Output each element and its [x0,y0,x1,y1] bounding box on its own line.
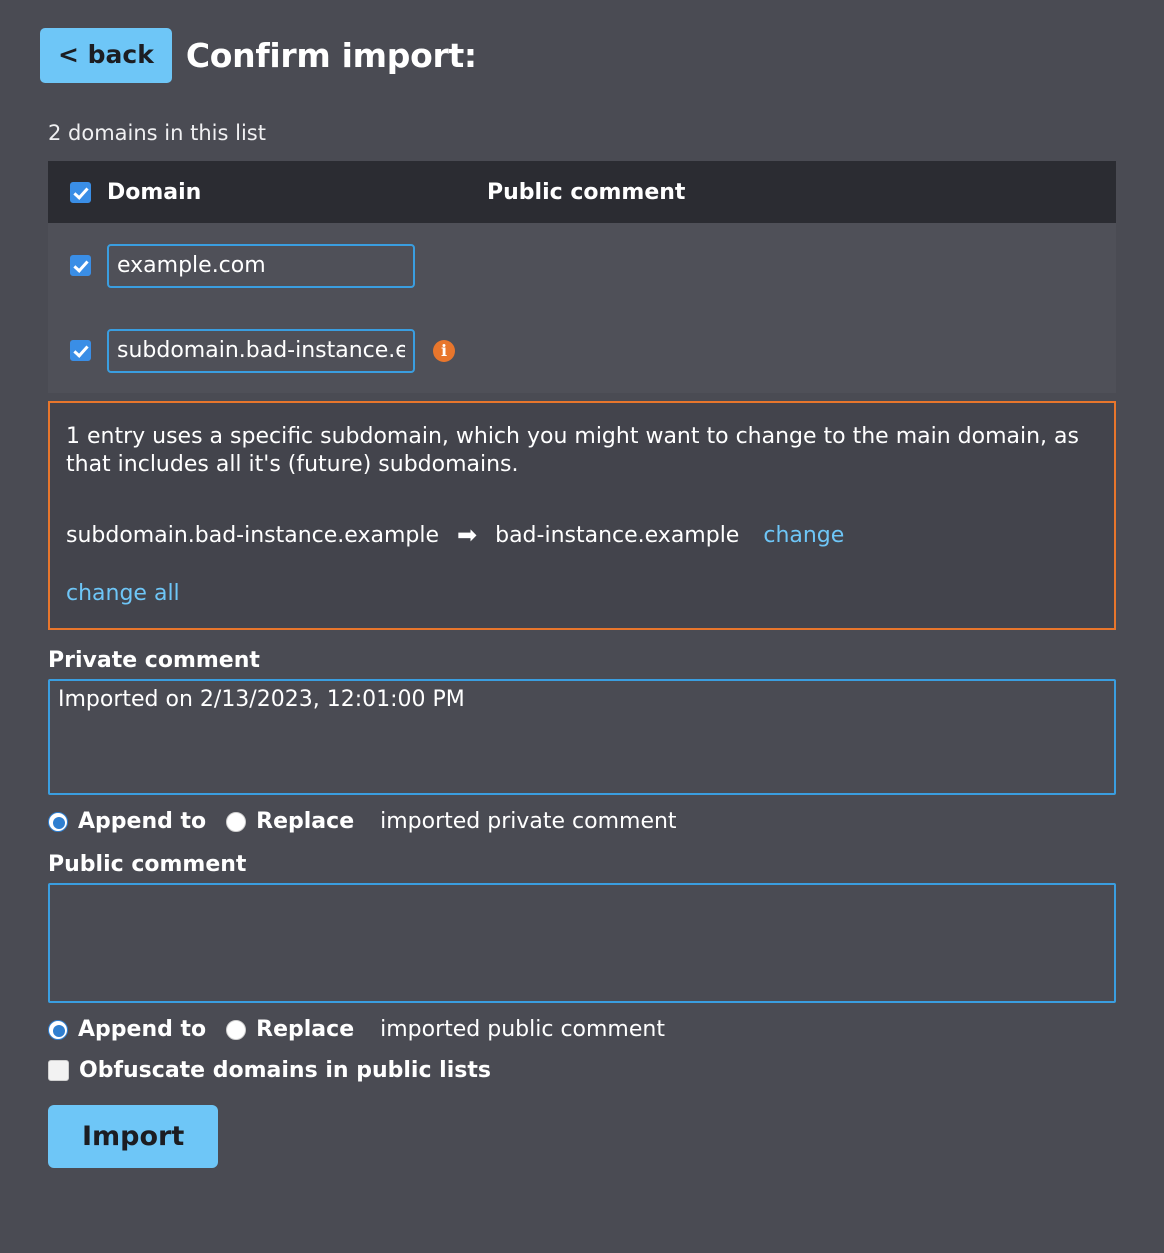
suggestion-to-domain: bad-instance.example [495,522,740,548]
row-select-checkbox[interactable] [70,255,91,276]
change-all-link[interactable]: change all [66,581,180,607]
public-comment-mode-group [48,1017,1164,1042]
private-append-radio[interactable] [48,812,68,832]
row-select-checkbox[interactable] [70,340,91,361]
page-header [0,0,1164,83]
suggestion-from-domain: subdomain.bad-instance.example [66,522,439,548]
obfuscate-label: Obfuscate domains in public lists [79,1058,491,1084]
warning-suggestion-row [66,521,1098,549]
import-button[interactable]: Import [48,1105,218,1168]
public-comment-label: Public comment [48,852,247,878]
change-link[interactable]: change [763,522,845,548]
obfuscate-checkbox[interactable] [48,1060,69,1081]
subdomain-warning-panel [48,401,1116,630]
public-replace-radio[interactable] [226,1020,246,1040]
select-all-checkbox[interactable] [70,182,91,203]
public-mode-tail-text: imported public comment [380,1017,665,1043]
private-comment-label: Private comment [48,648,260,674]
public-comment-input[interactable] [48,883,1116,1003]
private-mode-tail-text: imported private comment [380,809,677,835]
public-replace-label: Replace [256,1017,355,1043]
domain-count-text: 2 domains in this list [48,121,266,145]
domain-input[interactable] [107,244,415,288]
public-append-radio[interactable] [48,1020,68,1040]
private-comment-mode-group [48,809,1164,834]
private-append-label: Append to [78,809,207,835]
import-table [48,161,1116,393]
obfuscate-row [48,1058,1164,1083]
domain-input[interactable] [107,329,415,373]
public-append-label: Append to [78,1017,207,1043]
warning-message: 1 entry uses a specific subdomain, which you might want to change to the main domain, as that includes all it's (future) subdomains. [66,424,1079,478]
column-header-public-comment: Public comment [487,179,686,205]
page-title: Confirm import: [185,36,477,75]
back-button[interactable]: < back [40,28,172,83]
private-comment-input[interactable] [48,679,1116,795]
arrow-right-icon: ➡ [457,521,478,550]
table-header-row [48,161,1116,223]
column-header-domain: Domain [107,179,202,205]
table-row [48,308,1116,393]
table-row [48,223,1116,308]
private-replace-radio[interactable] [226,812,246,832]
private-replace-label: Replace [256,809,355,835]
info-icon[interactable]: i [433,340,455,362]
